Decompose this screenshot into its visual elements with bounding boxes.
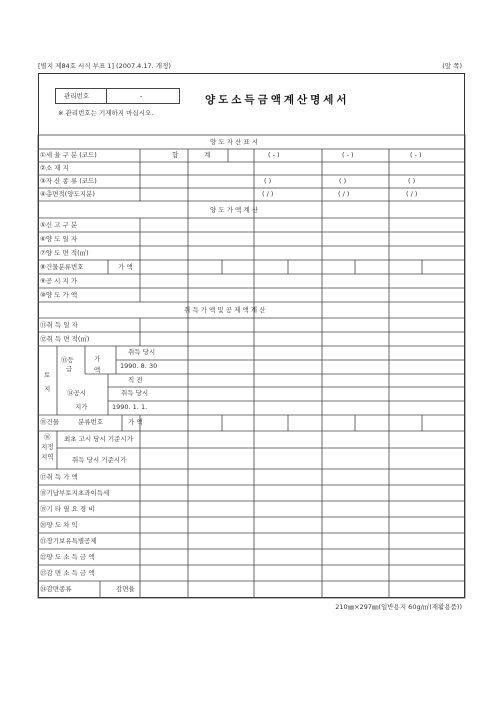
grade-at-acquisition: 취득 당시 xyxy=(128,348,156,356)
tax-rate-code-1[interactable]: ( - ) xyxy=(268,151,280,159)
acquisition-standard-price: 취득 당시 기준시가 xyxy=(72,456,127,464)
grade-label-1: ⑬등 xyxy=(61,356,74,364)
row-total-label-2: 계 xyxy=(204,151,211,159)
grade-label-2: 급 xyxy=(66,365,73,373)
document-title: 양도소득금액계산명세서 xyxy=(205,94,350,106)
row-building-class-number: 분류번호 xyxy=(78,418,104,426)
designated-area-label-1: ⑯ xyxy=(44,433,51,441)
row-building-price: 가 액 xyxy=(118,263,133,271)
tax-rate-code-2[interactable]: ( - ) xyxy=(342,151,354,159)
total-area-1[interactable]: ( / ) xyxy=(262,190,274,198)
official-price-label-1: ⑭공시 xyxy=(67,389,87,397)
row-reduction-type: ㉔감면종류 xyxy=(40,585,72,593)
row-tax-rate-code: ①세 율 구 분 (코드) xyxy=(40,151,97,159)
row-transfer-income: ㉒양 도 소 득 금 액 xyxy=(40,553,95,561)
official-price-label-2: 지가 xyxy=(75,403,88,411)
row-reduced-income: ㉓감 면 소 득 금 액 xyxy=(40,569,95,577)
land-label-1: 토 xyxy=(44,371,51,379)
tax-rate-code-3[interactable]: ( - ) xyxy=(410,151,422,159)
land-label-2: 지 xyxy=(44,385,51,393)
row-long-term-deduction: ㉑장기보유특별공제 xyxy=(40,537,97,545)
row-paid-land-excess-tax: ⑱기납부토지초과이득세 xyxy=(40,489,110,497)
paper-spec-footer: 210㎜×297㎜(일반용지 60g/㎡(재활용품)) xyxy=(335,603,462,611)
grade-date-1990-8-30: 1990. 8. 30 xyxy=(120,362,158,370)
designated-area-label-3: 지역 xyxy=(41,453,54,461)
row-acquisition-date: ⑪취 득 일 자 xyxy=(40,321,78,329)
row-total-label-1: 합 xyxy=(172,151,179,159)
page-side-label: (앞 쪽) xyxy=(442,62,462,70)
row-building: ⑮건물 xyxy=(40,418,60,426)
row-transfer-gain: ⑳양 도 차 익 xyxy=(40,521,78,529)
row-official-land-price: ⑨공 시 지 가 xyxy=(40,277,78,285)
grade-price-label-1: 가 xyxy=(94,355,101,363)
row-asset-type: ③자 산 종 류 (코드) xyxy=(40,177,97,185)
section-transfer-price: 양 도 가 액 계 산 xyxy=(210,206,259,214)
row-acquisition-area: ⑫취 득 면 적(㎡) xyxy=(40,335,90,343)
asset-type-1[interactable]: ( ) xyxy=(264,177,272,185)
designated-area-label-2: 지정 xyxy=(41,443,54,451)
grade-price-label-2: 액 xyxy=(94,366,101,374)
asset-type-3[interactable]: ( ) xyxy=(408,177,416,185)
row-transfer-date: ⑥양 도 일 자 xyxy=(40,235,78,243)
row-report-type: ⑤신 고 구 분 xyxy=(40,221,78,229)
row-transfer-price: ⑩양 도 가 액 xyxy=(40,291,78,299)
official-price-at-acquisition: 취득 당시 xyxy=(121,389,149,397)
total-area-2[interactable]: ( / ) xyxy=(338,190,350,198)
section-asset-display: 양 도 자 산 표 시 xyxy=(210,138,259,146)
row-total-area: ④총면적(양도지분) xyxy=(40,190,95,198)
management-number-label: 관리번호 xyxy=(64,92,90,100)
asset-type-2[interactable]: ( ) xyxy=(339,177,347,185)
form-reference: [별지 제84호 서식 부표 1] (2007.4.17. 개정) xyxy=(38,62,171,70)
grade-immediately-before: 직 전 xyxy=(128,376,143,384)
initial-standard-price: 최초 고시 당시 기준시가 xyxy=(64,435,133,443)
row-building-value: 가 액 xyxy=(128,418,143,426)
row-building-class: ⑧건물분류번호 xyxy=(40,263,84,271)
management-number-note: ※ 관리번호는 기재하지 마십시오. xyxy=(58,109,154,117)
total-area-3[interactable]: ( / ) xyxy=(406,190,418,198)
row-acquisition-price: ⑰취 득 가 액 xyxy=(40,473,78,481)
row-reduction-rate: 감면율 xyxy=(116,585,135,593)
row-other-expenses: ⑲기 타 필 요 경 비 xyxy=(40,505,95,513)
management-number-field[interactable]: - xyxy=(140,92,143,100)
section-acquisition-price: 취 득 가 액 및 공 제 액 계 산 xyxy=(184,306,266,314)
official-price-date-1990-1-1: 1990. 1. 1. xyxy=(112,403,148,411)
row-location: ②소 재 지 xyxy=(40,164,69,172)
row-transfer-area: ⑦양 도 면 적(㎡) xyxy=(40,249,89,257)
